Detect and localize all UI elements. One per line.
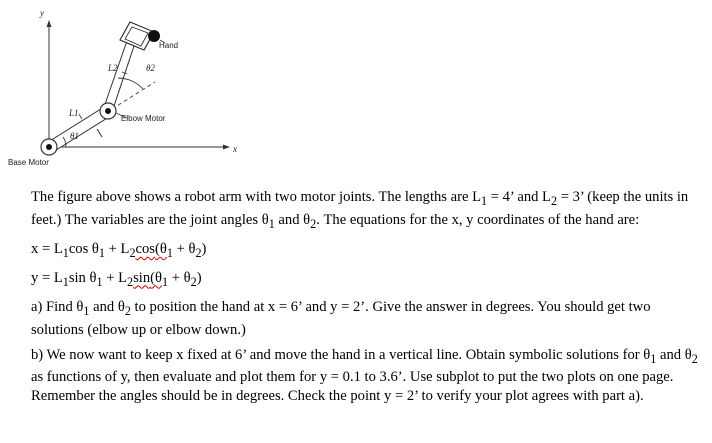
part-a: a) Find $\theta_1$ and $\theta_2$ to position the hand at x = 6’ and y = 2’. Give the answer in degrees. You should get two solutions (elbow up or elbow down.) [31, 298, 651, 338]
spellcheck-underline: $\sin(\theta_1$ [133, 269, 169, 289]
part-b: b) We now want to keep x fixed at 6’ and move the hand in a vertical line. Obtain symbolic solutions for $\theta_1$ and $\theta_2$ as functions of y, then evaluate and plot them for y = 0.1 to 3.6’. Use subplot to put the two plots on one page. Remember the angles should be in degrees. Check the point y = 2’ to verify your plot agrees with part a). [31, 346, 698, 405]
l2-label: L2 [108, 63, 118, 73]
theta1-label: θ1 [70, 131, 79, 141]
base-motor-label: Base Motor [8, 158, 49, 167]
base-motor [41, 139, 57, 155]
equation-y: $y = L_1\sin$ $\theta_1 + L_2\sin(\theta_1 + \theta_2)$ [31, 269, 202, 289]
l1-marker [79, 114, 82, 119]
l1-label: L1 [69, 108, 79, 118]
robot-arm-figure [0, 0, 712, 185]
elbow-motor-label: Elbow Motor [121, 114, 166, 123]
y-axis-arrow [47, 20, 52, 27]
link-2 [104, 38, 136, 112]
equation-x: $x = L_1\cos$ $\theta_1 + L_2\cos(\theta_1 + \theta_2)$ [31, 240, 207, 260]
spellcheck-underline: $\cos(\theta_1$ [135, 240, 173, 260]
elbow-motor [100, 103, 116, 119]
x-axis-arrow [223, 145, 230, 150]
axis-label-x: x [233, 144, 237, 154]
theta2-label: θ2 [146, 63, 155, 73]
axis-label-y: y [40, 8, 44, 18]
problem-text [31, 188, 703, 412]
intro-paragraph: The figure above shows a robot arm with two motor joints. The lengths are $L_1 = 4$’ and $L_2 = 3$’ (keep the units in feet.) The variables are the joint angles $\theta_1$ and $\theta_2$. The equations for the x, y coordinates of the hand are: [31, 189, 689, 231]
hand-label: Hand [159, 41, 179, 50]
